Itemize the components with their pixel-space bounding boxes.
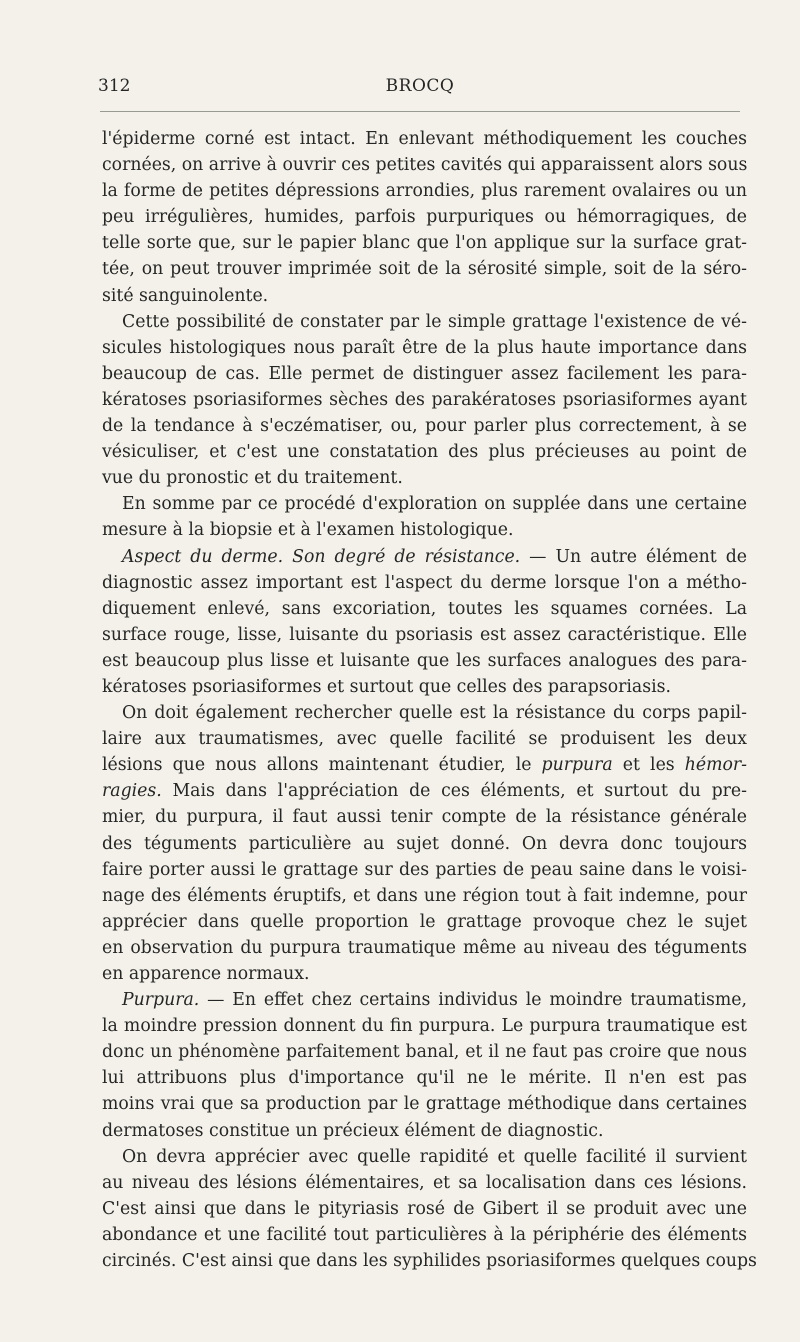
text-line: lésions que nous allons maintenant étudier, le purpura et les hémor-	[102, 755, 747, 776]
text-line: On doit également rechercher quelle est la résistance du corps papil-	[122, 703, 747, 724]
text-line: Aspect du derme. Son degré de résistance. — Un autre élément de	[122, 546, 747, 567]
text-line: l'épiderme corné est intact. En enlevant méthodiquement les couches	[102, 129, 747, 149]
text-line: telle sorte que, sur le papier blanc que l'on applique sur la surface grat-	[102, 233, 747, 254]
text-line: surface rouge, lisse, luisante du psoriasis est assez caractéristique. Elle	[102, 624, 747, 645]
text-line: apprécier dans quelle proportion le grattage provoque chez le sujet	[102, 911, 747, 932]
text-line: Purpura. — En effet chez certains individus le moindre traumatisme,	[122, 990, 747, 1011]
text-line: sicules histologiques nous paraît être de la plus haute importance dans	[102, 337, 747, 358]
running-head: BROCQ	[385, 76, 455, 96]
text-line: tée, on peut trouver imprimée soit de la sérosité simple, soit de la séro-	[102, 259, 747, 280]
text-line: est beaucoup plus lisse et luisante que les surfaces analogues des para-	[102, 650, 747, 671]
text-line: Cette possibilité de constater par le simple grattage l'existence de vé-	[122, 311, 747, 332]
text-line: sité sanguinolente.	[102, 285, 269, 306]
text-line: cornées, on arrive à ouvrir ces petites cavités qui apparaissent alors sous	[102, 155, 748, 176]
text-line: circinés. C'est ainsi que dans les syphilides psoriasiformes quelques coups	[102, 1251, 757, 1272]
text-line: diquement enlevé, sans excoriation, toutes les squames cornées. La	[102, 598, 747, 619]
text-line: laire aux traumatismes, avec quelle facilité se produisent les deux	[102, 729, 747, 750]
text-line: vue du pronostic et du traitement.	[102, 468, 403, 489]
text-line: faire porter aussi le grattage sur des parties de peau saine dans le voisi-	[102, 859, 747, 880]
text-line: abondance et une facilité tout particulières à la périphérie des éléments	[102, 1224, 747, 1245]
section-heading: Purpura.	[122, 990, 200, 1011]
text-line: donc un phénomène parfaitement banal, et il ne faut pas croire que nous	[102, 1042, 747, 1063]
text-line: en observation du purpura traumatique même au niveau des téguments	[102, 937, 747, 958]
text-line: au niveau des lésions élémentaires, et sa localisation dans ces lésions.	[102, 1172, 747, 1193]
text-line: mier, du purpura, il faut aussi tenir compte de la résistance générale	[102, 807, 747, 828]
text-line: diagnostic assez important est l'aspect du derme lorsque l'on a métho-	[102, 572, 747, 593]
page-header	[98, 76, 742, 96]
page-number: 312	[98, 76, 131, 96]
text-line: en apparence normaux.	[102, 964, 310, 984]
body-text	[102, 126, 757, 1274]
text-line: kératoses psoriasiformes sèches des parakératoses psoriasiformes ayant	[102, 389, 747, 410]
text-line: de la tendance à s'eczématiser, ou, pour parler plus correctement, à se	[102, 416, 747, 437]
text-line: beaucoup de cas. Elle permet de distinguer assez facilement les para-	[102, 363, 747, 384]
text-line: des téguments particulière au sujet donné. On devra donc toujours	[102, 833, 747, 854]
text-line: moins vrai que sa production par le grattage méthodique dans certaines	[102, 1094, 747, 1115]
text-line: dermatoses constitue un précieux élément de diagnostic.	[102, 1120, 604, 1141]
text-line: En somme par ce procédé d'exploration on supplée dans une certaine	[122, 494, 747, 515]
text-line: C'est ainsi que dans le pityriasis rosé de Gibert il se produit avec une	[102, 1198, 747, 1219]
header-rule	[100, 111, 740, 112]
text-line: vésiculiser, et c'est une constatation des plus précieuses au point de	[102, 442, 747, 463]
text-line: peu irrégulières, humides, parfois purpuriques ou hémorragiques, de	[102, 207, 747, 228]
text-line: la forme de petites dépressions arrondies, plus rarement ovalaires ou un	[102, 181, 747, 202]
text-line: ragies. Mais dans l'appréciation de ces éléments, et surtout du pre-	[102, 781, 747, 802]
text-line: la moindre pression donnent du fin purpura. Le purpura traumatique est	[102, 1016, 747, 1037]
text-line: On devra apprécier avec quelle rapidité et quelle facilité il survient	[122, 1146, 747, 1167]
text-line: lui attribuons plus d'importance qu'il ne le mérite. Il n'en est pas	[102, 1068, 747, 1089]
text-line: nage des éléments éruptifs, et dans une région tout à fait indemne, pour	[102, 885, 747, 906]
text-line: kératoses psoriasiformes et surtout que celles des parapsoriasis.	[102, 676, 671, 697]
section-heading: Aspect du derme. Son degré de résistance.	[122, 546, 521, 567]
text-line: mesure à la biopsie et à l'examen histologique.	[102, 520, 514, 541]
